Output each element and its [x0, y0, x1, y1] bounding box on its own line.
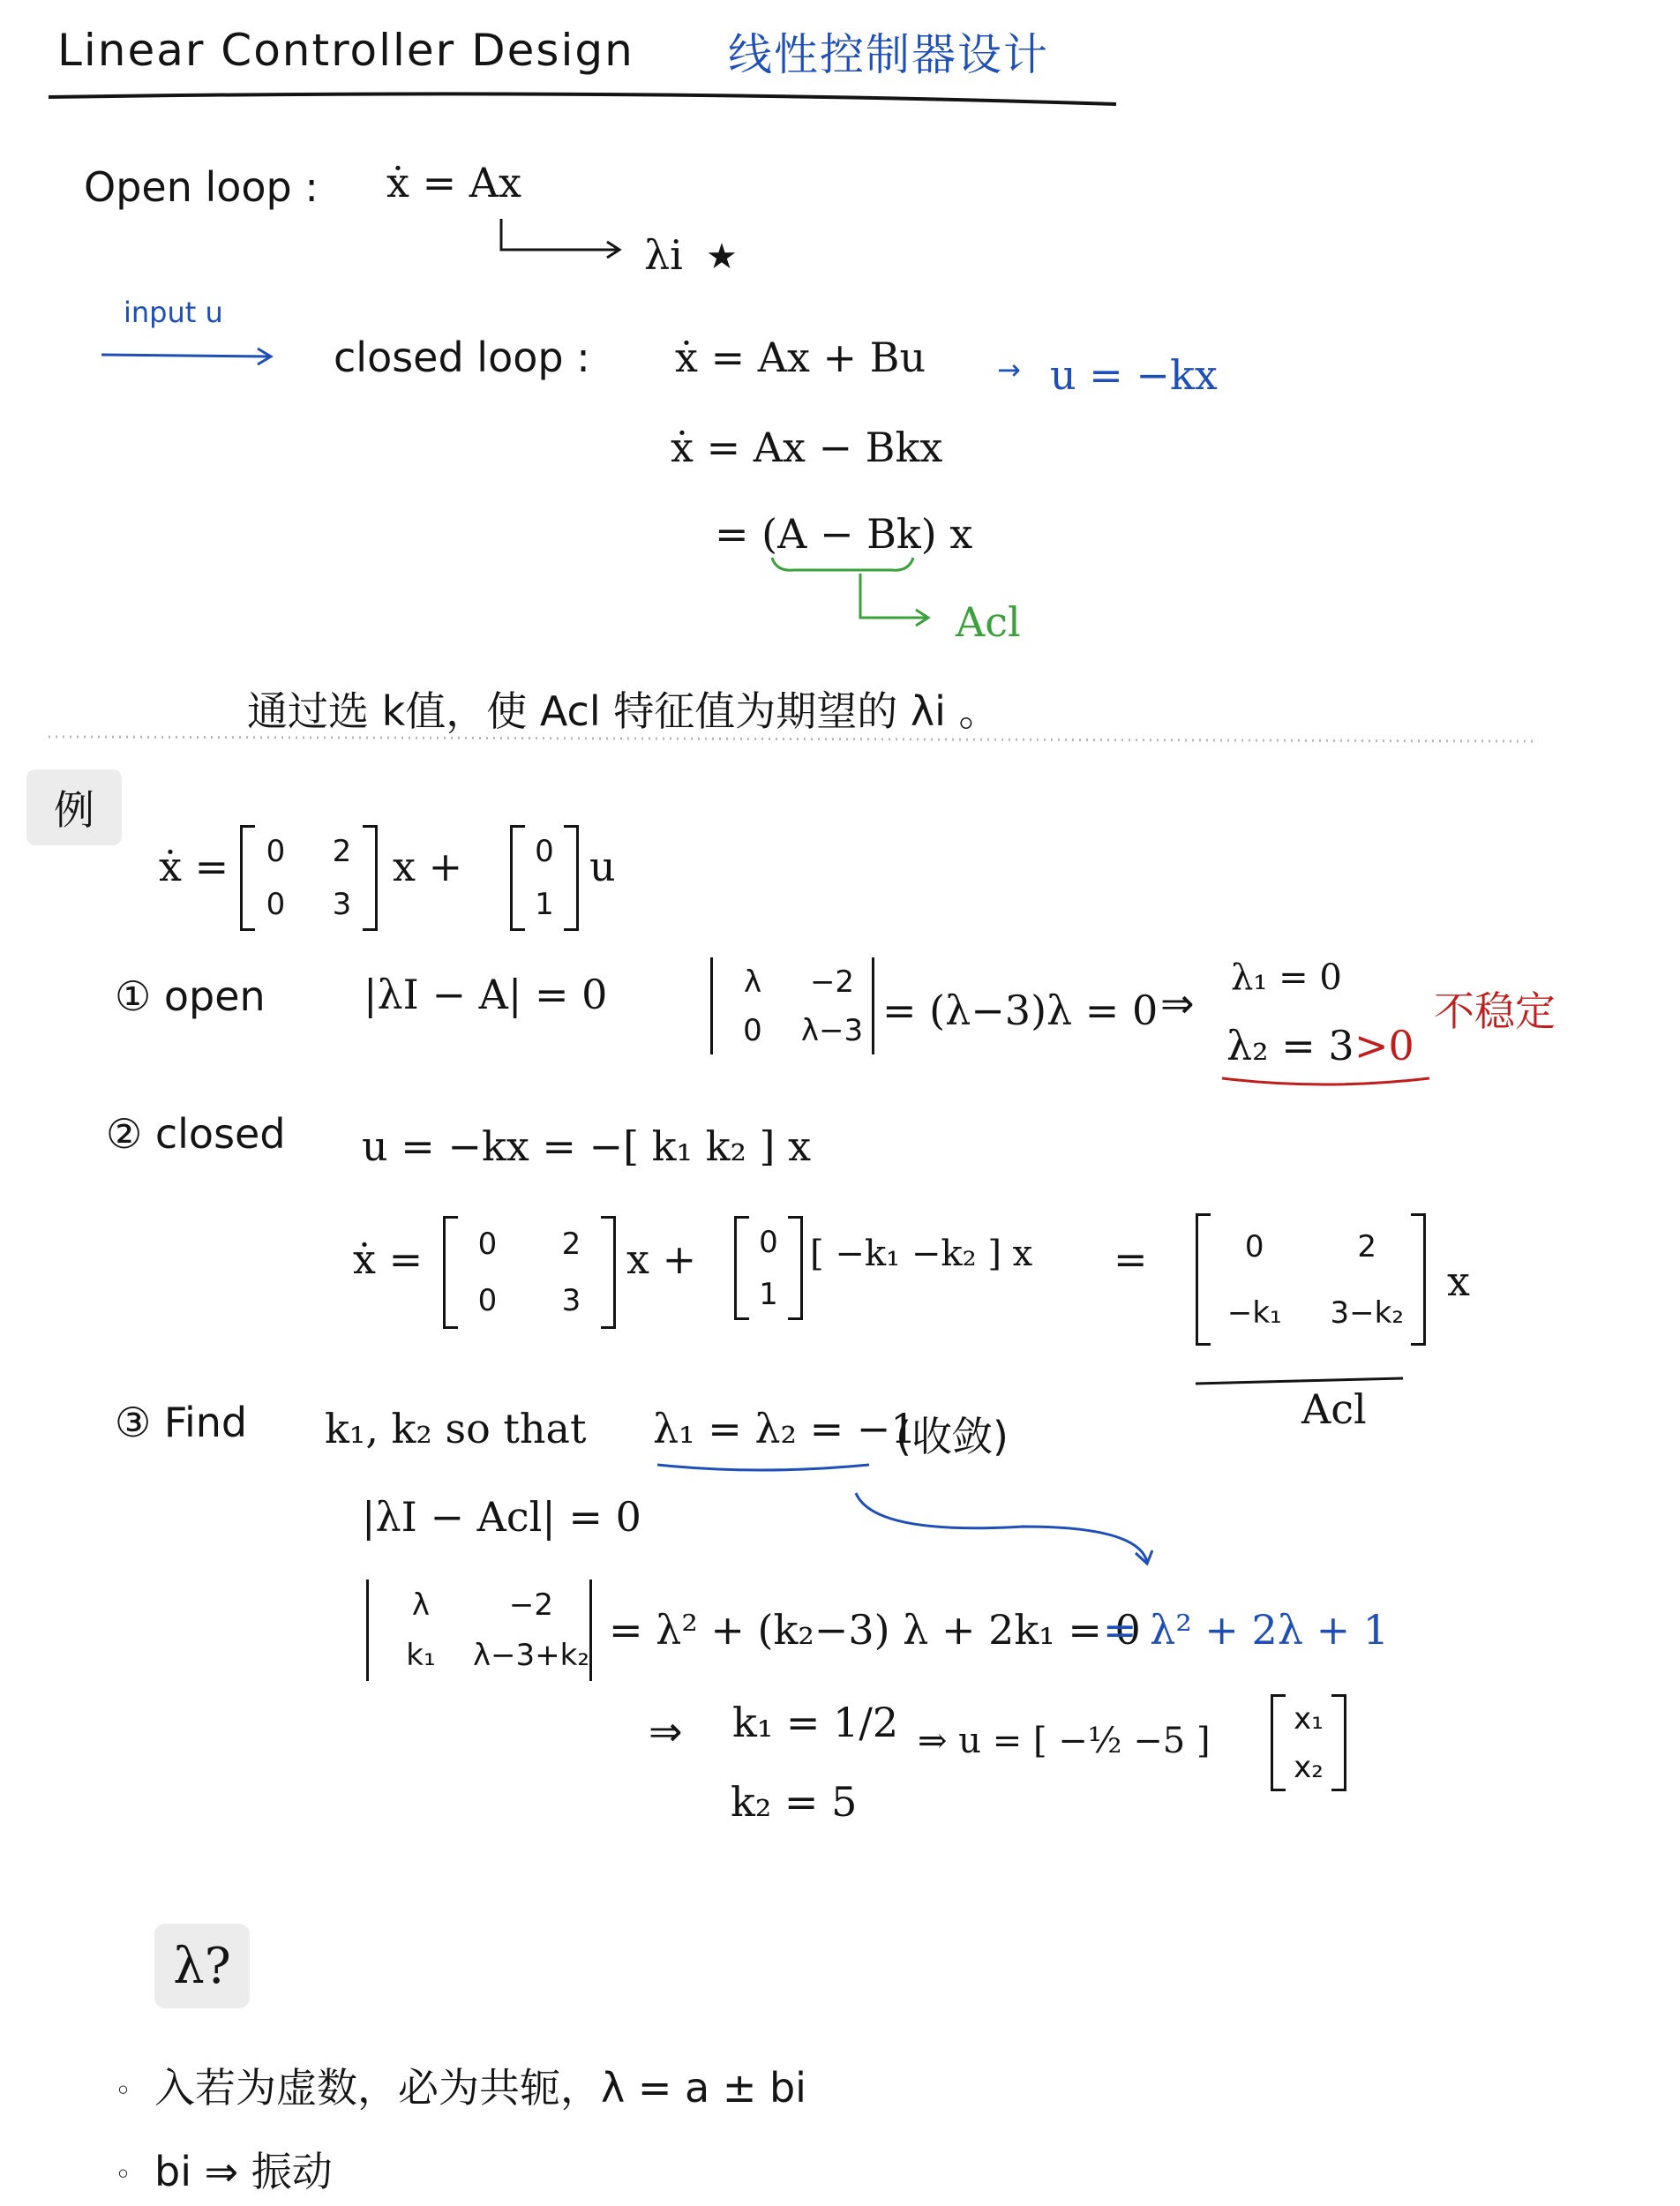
- input-note: input u: [124, 296, 223, 329]
- step3-target-polynomial: = λ² + 2λ + 1: [1103, 1606, 1390, 1654]
- matrix-entry: 2: [1357, 1228, 1377, 1264]
- matrix-entry: 3: [561, 1283, 581, 1318]
- matrix-entry: −k₁: [1226, 1294, 1282, 1331]
- control-law: u = −kx: [1050, 351, 1218, 399]
- step2-matrix-A: [443, 1216, 616, 1329]
- system-matrix-A: [240, 825, 378, 931]
- step2-equals: =: [1114, 1235, 1148, 1283]
- det-entry: λ: [411, 1587, 431, 1623]
- system-lhs: ẋ =: [159, 843, 229, 890]
- vector-entry: x₂: [1294, 1749, 1324, 1785]
- open-loop-label: Open loop :: [84, 163, 319, 211]
- step2-gain-row: [ −k₁ −k₂ ] x: [810, 1234, 1033, 1274]
- step2-acl-label: Acl: [1301, 1385, 1367, 1433]
- matrix-entry: 3: [332, 887, 352, 922]
- det-entry: −2: [809, 964, 855, 1000]
- matrix-entry: 0: [1244, 1228, 1264, 1264]
- page-title-zh: 线性控制器设计: [728, 29, 1049, 80]
- matrix-entry: 0: [266, 834, 286, 869]
- step1-equation: |λI − A| = 0: [364, 971, 608, 1018]
- matrix-entry: 2: [332, 834, 352, 869]
- step3-polynomial: = λ² + (k₂−3) λ + 2k₁ = 0: [609, 1606, 1141, 1654]
- step3-note: (收敛): [896, 1413, 1009, 1460]
- step3-k1: k₁ = 1/2: [732, 1699, 899, 1746]
- step3-k2: k₂ = 5: [731, 1778, 858, 1826]
- matrix-entry: 1: [759, 1276, 778, 1312]
- step3-char-eq: |λI − Acl| = 0: [362, 1493, 641, 1541]
- step3-determinant: [366, 1579, 592, 1681]
- step2-label: ② closed: [106, 1110, 286, 1158]
- det-entry: 0: [743, 1012, 762, 1048]
- step3-state-vector: [1271, 1694, 1346, 1791]
- matrix-entry: 1: [535, 887, 554, 922]
- matrix-entry: 0: [535, 834, 554, 869]
- closed-loop-equation-3: = (A − Bk) x: [715, 510, 973, 558]
- step3-text: k₁, k₂ so that: [325, 1405, 587, 1452]
- step2-x: x: [1447, 1257, 1470, 1305]
- matrix-entry: 3−k₂: [1330, 1294, 1404, 1331]
- step1-label: ① open: [115, 972, 266, 1020]
- step3-implies-icon: ⇒: [649, 1707, 683, 1755]
- vector-entry: x₁: [1294, 1700, 1324, 1737]
- step3-label: ③ Find: [115, 1399, 248, 1446]
- bullet-complex-eigenvalues: 入若为虚数，必为共轭，λ = a ± bi: [154, 2064, 806, 2112]
- bullet-dot: ◦: [115, 2157, 131, 2191]
- step1-expansion: = (λ−3)λ = 0: [882, 987, 1159, 1034]
- det-entry: k₁: [406, 1638, 436, 1674]
- unstable-note: 不稳定: [1434, 987, 1556, 1035]
- greater-than-zero: >0: [1354, 1022, 1414, 1069]
- matrix-entry: 0: [759, 1224, 778, 1260]
- open-loop-equation: ẋ = Ax: [386, 159, 521, 206]
- system-matrix-B: [510, 825, 579, 931]
- matrix-entry: 0: [266, 887, 286, 922]
- bullet-dot: ◦: [115, 2074, 131, 2107]
- step2-x-plus: x +: [626, 1235, 697, 1283]
- step3-condition: λ₁ = λ₂ = −1: [653, 1405, 917, 1452]
- star-icon: ★: [706, 236, 738, 277]
- step2-lhs: ẋ =: [353, 1235, 424, 1283]
- step1-determinant: [710, 957, 874, 1054]
- page-title: Linear Controller Design: [57, 25, 634, 76]
- lambda2-value: λ₂ = 3: [1226, 1022, 1354, 1069]
- example-badge: 例: [26, 769, 122, 845]
- closed-loop-label: closed loop :: [334, 334, 590, 381]
- implies-icon: ⇒: [1160, 979, 1195, 1027]
- step2-matrix-Acl: [1196, 1213, 1426, 1346]
- matrix-entry: 0: [477, 1283, 498, 1318]
- system-x-plus: x +: [393, 843, 463, 890]
- step2-control-law: u = −kx = −[ k₁ k₂ ] x: [362, 1122, 812, 1170]
- step2-matrix-B: [734, 1216, 803, 1320]
- lambda-badge: λ?: [154, 1924, 250, 2008]
- arrow-icon: →: [997, 353, 1021, 386]
- det-entry: λ: [743, 964, 762, 1000]
- lambda1-value: λ₁ = 0: [1231, 957, 1342, 998]
- det-entry: λ−3: [800, 1012, 864, 1048]
- det-entry: −2: [508, 1587, 554, 1623]
- summary-note: 通过选 k值，使 Acl 特征值为期望的 λi 。: [247, 687, 1000, 735]
- step3-u-result: ⇒ u = [ −½ −5 ]: [918, 1721, 1211, 1761]
- open-loop-eigenvalues: λi: [644, 231, 683, 279]
- system-u: u: [589, 843, 616, 890]
- acl-label: Acl: [956, 598, 1021, 646]
- det-entry: λ−3+k₂: [472, 1638, 589, 1674]
- closed-loop-equation-1: ẋ = Ax + Bu: [675, 334, 926, 381]
- matrix-entry: 2: [561, 1227, 581, 1262]
- matrix-entry: 0: [477, 1227, 498, 1262]
- bullet-oscillation: bi ⇒ 振动: [154, 2148, 333, 2195]
- closed-loop-equation-2: ẋ = Ax − Bkx: [671, 424, 943, 471]
